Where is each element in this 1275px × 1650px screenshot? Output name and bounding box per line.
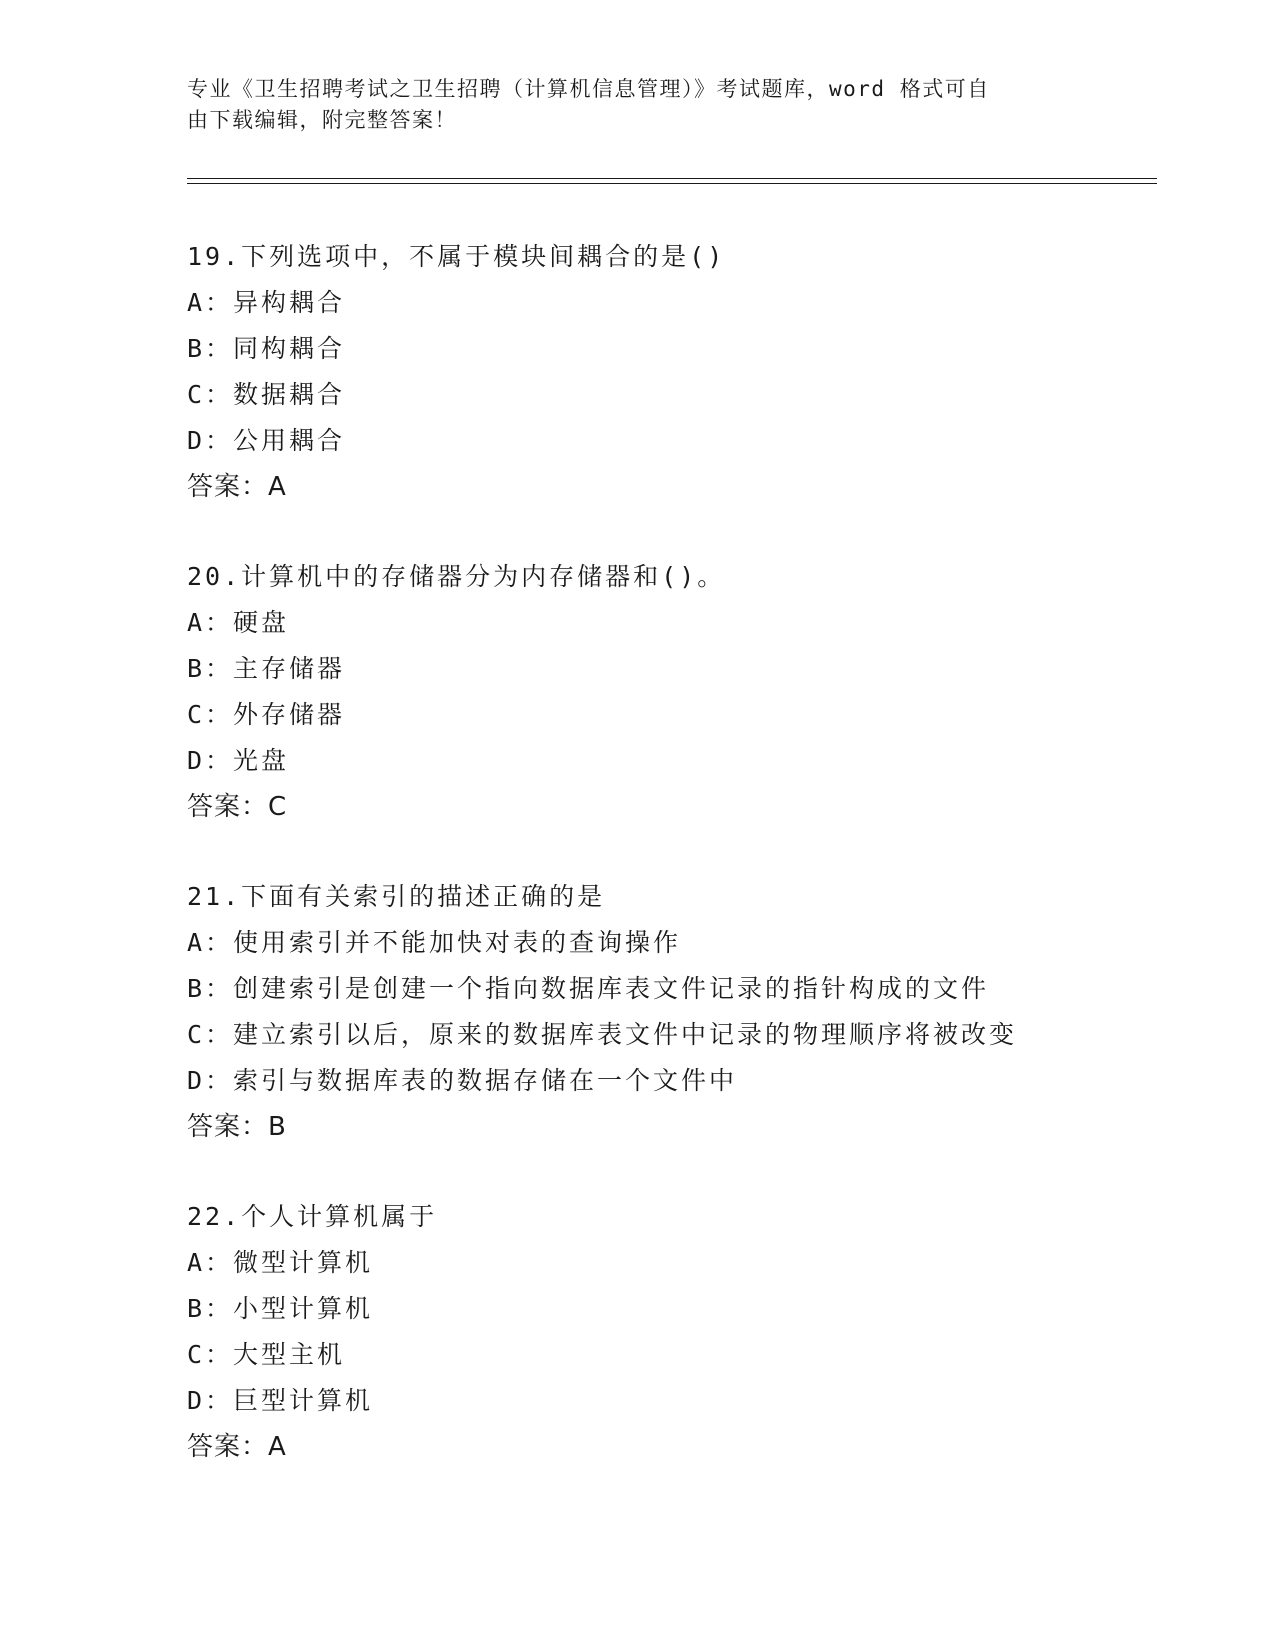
- question-22: [187, 1200, 1147, 1476]
- header-divider-top: [187, 178, 1157, 179]
- answer-line: 答案：A: [187, 472, 287, 502]
- option-a: A：硬盘: [187, 608, 290, 637]
- option-a: A：使用索引并不能加快对表的查询操作: [187, 928, 682, 957]
- option-c: C：大型主机: [187, 1340, 346, 1369]
- question-21: [187, 880, 1147, 1156]
- option-b: B：主存储器: [187, 654, 346, 683]
- option-a: A：微型计算机: [187, 1248, 374, 1277]
- option-c: C：建立索引以后，原来的数据库表文件中记录的物理顺序将被改变: [187, 1020, 1018, 1049]
- question-stem: 22.个人计算机属于: [187, 1202, 438, 1231]
- option-d: D：巨型计算机: [187, 1386, 374, 1415]
- question-20: [187, 560, 1147, 836]
- question-stem: 21.下面有关索引的描述正确的是: [187, 882, 606, 911]
- option-b: B：小型计算机: [187, 1294, 374, 1323]
- header-line-1: 专业《卫生招聘考试之卫生招聘（计算机信息管理）》考试题库，word 格式可自: [187, 77, 990, 101]
- option-a: A：异构耦合: [187, 288, 346, 317]
- answer-line: 答案：B: [187, 1112, 287, 1142]
- question-19: [187, 240, 1147, 516]
- header-line-2: 由下载编辑，附完整答案！: [187, 108, 457, 132]
- question-stem: 20.计算机中的存储器分为内存储器和()。: [187, 562, 726, 591]
- header-divider-bottom: [187, 183, 1157, 184]
- option-b: B：创建索引是创建一个指向数据库表文件记录的指针构成的文件: [187, 974, 990, 1003]
- document-header: [187, 74, 1087, 136]
- option-d: D：索引与数据库表的数据存储在一个文件中: [187, 1066, 738, 1095]
- option-d: D：光盘: [187, 746, 290, 775]
- option-b: B：同构耦合: [187, 334, 346, 363]
- option-c: C：外存储器: [187, 700, 346, 729]
- answer-line: 答案：A: [187, 1432, 287, 1462]
- question-stem: 19.下列选项中，不属于模块间耦合的是(): [187, 242, 726, 271]
- answer-line: 答案：C: [187, 792, 288, 822]
- option-c: C：数据耦合: [187, 380, 346, 409]
- option-d: D：公用耦合: [187, 426, 346, 455]
